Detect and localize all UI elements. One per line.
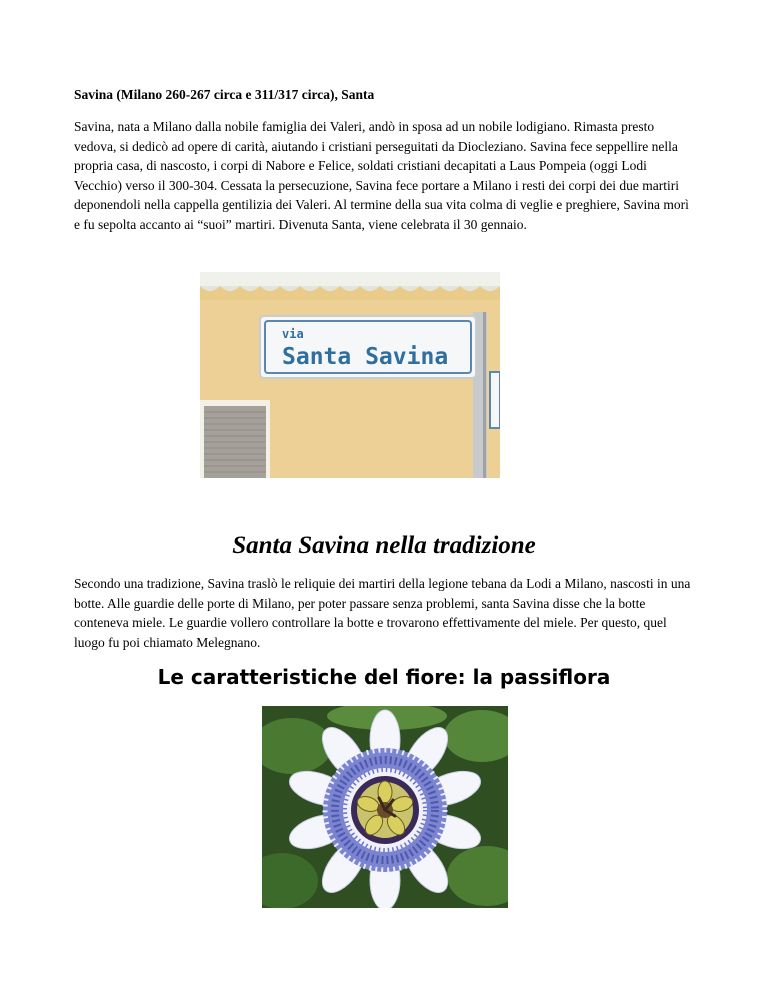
sign-prefix-text: via (282, 327, 304, 341)
tradition-paragraph: Secondo una tradizione, Savina traslò le reliquie dei martiri della legione tebana da Lodi a Milano, nascosti in una botte. Alle guardie delle porte di Milano, per poter passare senza problemi, santa Savina disse che la botte conteneva miele. Le guardie vollero controllare la botte e trovarono effettivamente del miele. Per questo, quel luogo fu poi chiamato Melegnano. (74, 576, 691, 650)
section-title-tradition: Santa Savina nella tradizione (232, 532, 536, 559)
intro-paragraph: Savina, nata a Milano dalla nobile famiglia dei Valeri, andò in sposa ad un nobile lodigiano. Rimasta presto vedova, si dedicò ad opere di carità, aiutando i cristiani perseguitati da Diocleziano. Savina fece seppellire nella propria casa, di nascosto, i corpi di Nabore e Felice, soldati cristiani decapitati a Laus Pompeia (oggi Lodi Vecchio) verso il 300-304. Cessata la persecuzione, Savina fece portare a Milano i resti dei corpi dei due martiri deponendoli nella cappella gentilizia dei Valeri. Al termine della sua vita colma di veglie e preghiere, Savina morì e fu sepolta accanto ai “suoi” martiri. Divenuta Santa, viene celebrata il 30 gennaio. (74, 119, 689, 232)
document-heading: Savina (Milano 260-267 circa e 311/317 circa), Santa (74, 87, 375, 102)
street-sign-photo (200, 272, 500, 478)
section-title-passiflora: Le caratteristiche del fiore: la passiflora (157, 665, 611, 689)
sign-name-text: Santa Savina (282, 344, 449, 370)
passiflora-photo (262, 706, 508, 908)
